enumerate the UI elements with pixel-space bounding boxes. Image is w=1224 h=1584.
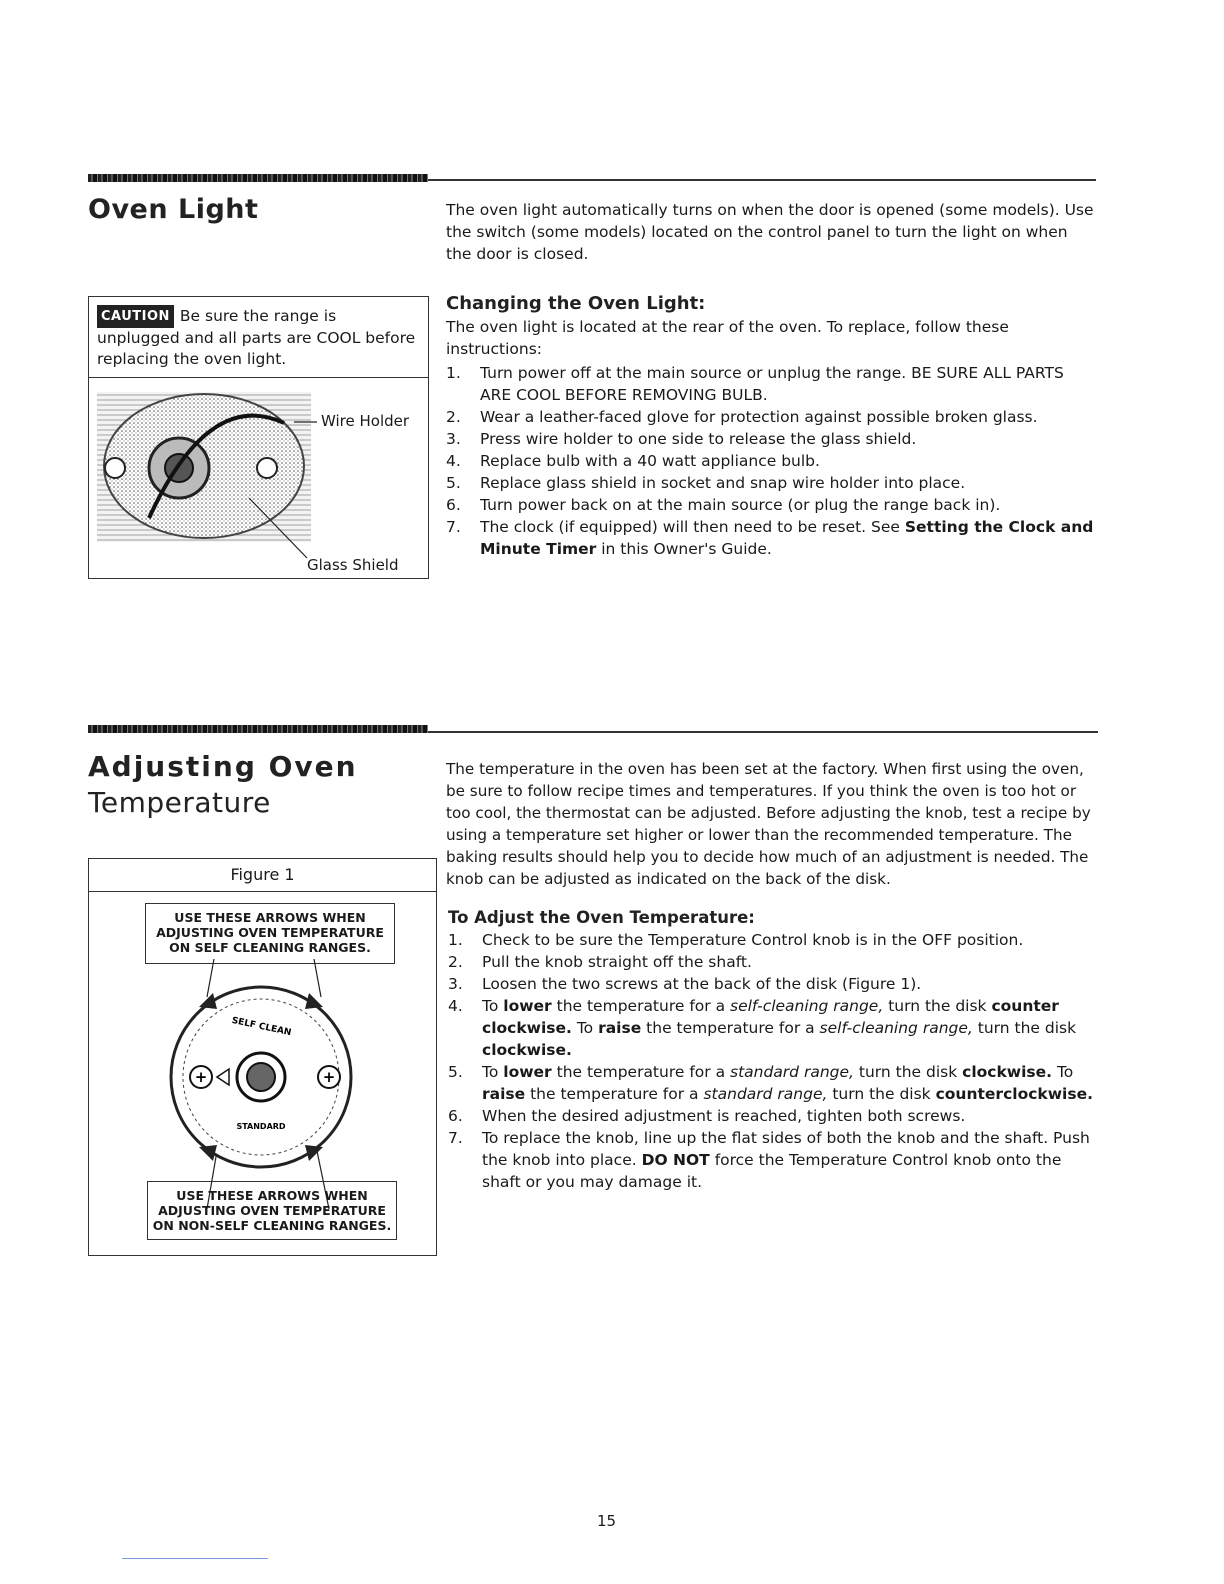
section-rule-dark — [88, 174, 428, 182]
list-item: 3. Loosen the two screws at the back of the disk (Figure 1). — [448, 975, 922, 993]
list-item: 3. Press wire holder to one side to release the glass shield. — [446, 430, 917, 448]
list-item: 5. Replace glass shield in socket and snap wire holder into place. — [446, 474, 966, 492]
light-bulb-diagram — [89, 378, 427, 578]
adjust-procedure — [448, 908, 1104, 1193]
figure-1-label: Figure 1 — [89, 859, 436, 892]
arrow-icon — [199, 993, 217, 1009]
changing-intro: The oven light is located at the rear of the oven. To replace, follow these instructions: — [446, 318, 1009, 358]
caution-text-wrap — [89, 297, 428, 370]
caution-text: Be sure the range is unplugged and all parts are COOL before replacing the oven light. — [97, 307, 416, 368]
list-item: 5. To lower the temperature for a standard range, turn the disk clockwise. To raise the temperature for a standard range, turn the disk counterclockwise. — [448, 1063, 1093, 1103]
screw-left — [105, 458, 125, 478]
glass-shield-label: Glass Shield — [307, 556, 399, 574]
list-item: 6. When the desired adjustment is reached, tighten both screws. — [448, 1107, 966, 1125]
self-clean-note: USE THESE ARROWS WHEN ADJUSTING OVEN TEMPERATURE ON SELF CLEANING RANGES. — [145, 903, 395, 964]
bottom-link-line — [122, 1558, 268, 1559]
arrow-icon — [199, 1145, 217, 1161]
svg-text:+: + — [194, 1068, 208, 1086]
list-item: 7. The clock (if equipped) will then need to be reset. See Setting the Clock and Minute Timer in this Owner's Guide. — [446, 518, 1094, 558]
oven-light-figure — [88, 377, 429, 579]
list-item: 2. Pull the knob straight off the shaft. — [448, 953, 752, 971]
oven-light-intro: The oven light automatically turns on when the door is opened (some models). Use the switch (some models) located on the control panel to turn the light on when the door is closed. — [446, 201, 1094, 263]
disk-self-clean-text: SELF CLEAN — [230, 1015, 293, 1039]
list-item: 1. Turn power off at the main source or unplug the range. BE SURE ALL PARTS ARE COOL BEFORE REMOVING BULB. — [446, 364, 1064, 404]
adjust-heading: To Adjust the Oven Temperature: — [448, 908, 755, 927]
list-item: 6. Turn power back on at the main source (or plug the range back in). — [446, 496, 1001, 514]
changing-steps — [446, 362, 1096, 560]
caution-tag: CAUTION — [97, 305, 174, 328]
wire-holder-label: Wire Holder — [321, 412, 410, 430]
section-rule-dark — [88, 725, 428, 733]
adjusting-title-line1: Adjusting Oven — [88, 750, 358, 783]
adjust-steps — [448, 929, 1104, 1193]
list-item: 1. Check to be sure the Temperature Control knob is in the OFF position. — [448, 931, 1024, 949]
list-item: 4. Replace bulb with a 40 watt appliance bulb. — [446, 452, 820, 470]
adjusting-intro: The temperature in the oven has been set at the factory. When first using the oven, be sure to follow recipe times and temperatures. If you think the oven is too hot or too cool, the thermostat can be adjusted. Before adjusting the knob, test a recipe by using a temperature set higher or lower than the recommended temperature. The baking results should help you to decide how much of an adjustment is needed. The knob can be adjusted as indicated on the back of the disk. — [446, 760, 1091, 888]
section-rule-thin — [428, 731, 1098, 733]
list-item: 2. Wear a leather-faced glove for protection against possible broken glass. — [446, 408, 1038, 426]
arrow-icon — [305, 1145, 323, 1161]
changing-section — [446, 293, 1096, 560]
oven-light-title: Oven Light — [88, 194, 259, 225]
non-self-clean-note: USE THESE ARROWS WHEN ADJUSTING OVEN TEMPERATURE ON NON-SELF CLEANING RANGES. — [147, 1181, 397, 1240]
list-item: 4. To lower the temperature for a self-cleaning range, turn the disk counter clockwise. To raise the temperature for a self-cleaning range, turn the disk clockwise. — [448, 997, 1077, 1059]
section-rule-thin — [428, 179, 1096, 181]
figure-1 — [88, 858, 437, 1256]
changing-heading: Changing the Oven Light: — [446, 293, 706, 314]
svg-text:+: + — [322, 1068, 336, 1086]
disk-standard-text: STANDARD — [236, 1122, 286, 1131]
page-number: 15 — [597, 1512, 617, 1530]
caution-box — [88, 296, 429, 378]
adjusting-title-line2: Temperature — [88, 786, 271, 819]
screw-right — [257, 458, 277, 478]
list-item: 7. To replace the knob, line up the flat sides of both the knob and the shaft. Push the knob into place. DO NOT force the Temperature Control knob onto the shaft or you may damage it. — [448, 1129, 1090, 1191]
